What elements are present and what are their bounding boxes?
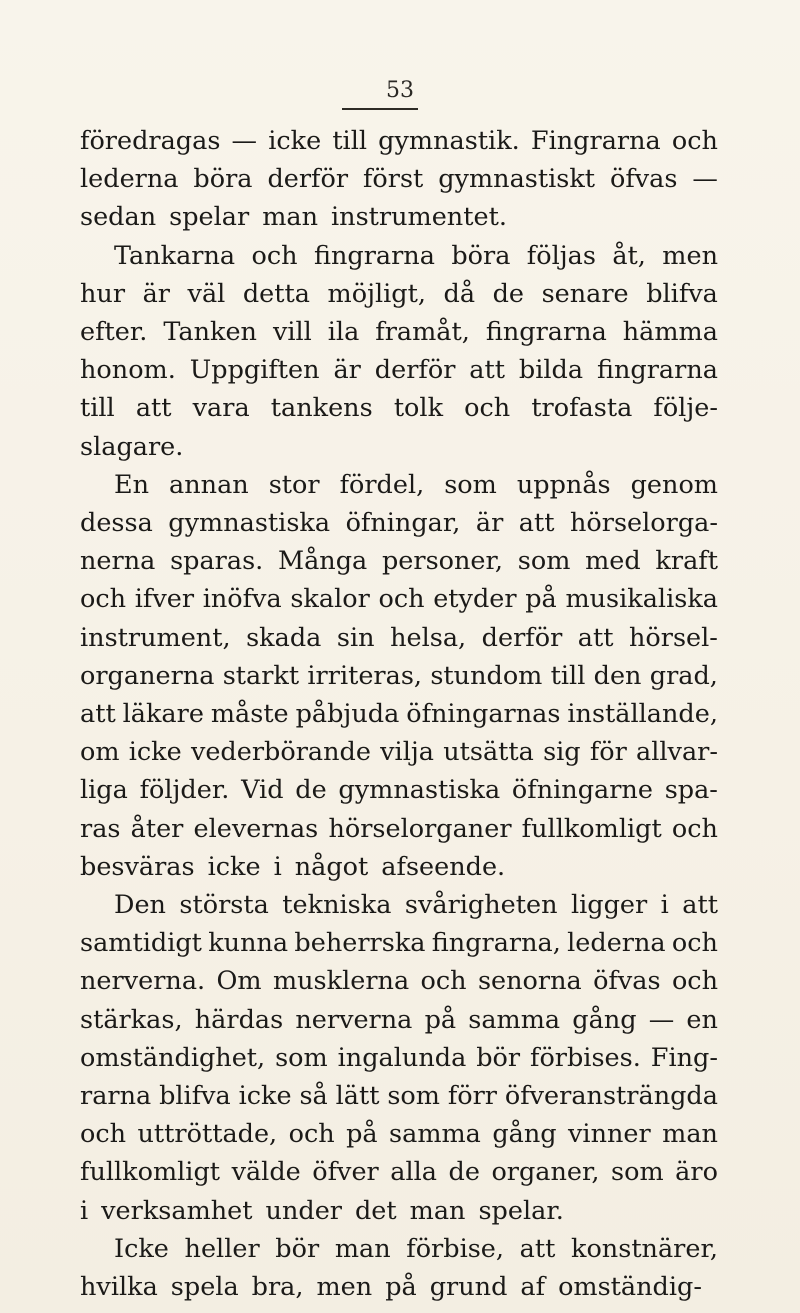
text-line	[80, 126, 718, 156]
word: i	[80, 1195, 89, 1226]
word: att	[519, 1233, 556, 1264]
word: följas	[526, 240, 596, 271]
word: nerna	[80, 546, 156, 577]
word: man	[334, 1233, 391, 1264]
text-line	[80, 202, 520, 232]
word: förbises.	[530, 1042, 641, 1073]
word: de	[295, 775, 327, 806]
word: man	[262, 202, 319, 233]
word: beherrska	[294, 928, 426, 959]
word: instrument,	[80, 622, 231, 653]
word: att	[682, 890, 718, 920]
word: dessa	[80, 508, 153, 538]
word: böra	[193, 164, 253, 195]
word: möjligt,	[327, 278, 426, 309]
word: till	[332, 126, 368, 156]
word: gymnastik.	[378, 126, 520, 156]
word: Icke	[114, 1233, 169, 1264]
word: som	[444, 469, 497, 500]
text-line	[80, 1196, 577, 1226]
word: blifva	[646, 278, 718, 309]
word: tekniska	[282, 890, 392, 920]
word: måste	[210, 699, 289, 729]
word: sedan	[80, 202, 157, 233]
word: att	[80, 699, 116, 729]
word: men	[316, 1272, 373, 1302]
word: då	[443, 278, 476, 309]
word: fingrarna	[596, 355, 718, 386]
word: spa-	[664, 775, 718, 806]
word: bilda	[518, 355, 584, 386]
word: musklerna	[272, 966, 410, 997]
word: äro	[675, 1157, 718, 1188]
word: som	[517, 546, 571, 577]
word: fingrarna,	[431, 928, 561, 959]
word: men	[662, 240, 718, 271]
word: personer,	[381, 546, 504, 577]
word: på	[525, 584, 557, 615]
word: afseende.	[381, 851, 506, 882]
word: vill	[272, 317, 312, 347]
word: förr	[447, 1081, 497, 1111]
word: öfveransträngda	[504, 1081, 718, 1111]
word: härdas	[194, 1004, 284, 1035]
word: som	[611, 1157, 664, 1188]
text-line	[80, 1272, 715, 1302]
word: vederbörande	[190, 737, 371, 768]
word: för	[589, 737, 627, 768]
text-line	[80, 355, 718, 385]
word: vinner	[568, 1119, 651, 1150]
word: att	[469, 355, 505, 386]
text-line	[80, 508, 718, 538]
word: svårigheten	[404, 890, 558, 920]
word: gymnastiskt	[438, 164, 596, 195]
word: alla	[390, 1157, 437, 1188]
text-line	[80, 1043, 718, 1073]
text-line	[80, 852, 518, 882]
word: de	[448, 1157, 480, 1188]
word: gång	[572, 1004, 637, 1035]
word: skalor	[290, 584, 370, 615]
word: och	[671, 813, 718, 844]
word: påbjuda	[295, 699, 400, 729]
word: till	[80, 393, 115, 424]
word: förbise,	[406, 1233, 505, 1264]
word: stundom	[430, 660, 543, 691]
text-line	[80, 928, 718, 958]
text-line	[80, 432, 196, 462]
text-line	[114, 470, 718, 500]
text-line	[80, 164, 718, 194]
word: man	[409, 1195, 466, 1226]
word: besväras	[80, 851, 195, 882]
word: verksamhet	[101, 1195, 253, 1226]
word: ingalunda	[337, 1042, 467, 1073]
word: gymnastiska	[338, 775, 501, 806]
word: är	[333, 355, 361, 386]
word: stärkas,	[80, 1004, 183, 1035]
word: hur	[80, 278, 126, 309]
word: och	[378, 584, 425, 615]
text-line	[80, 1119, 718, 1149]
word: på	[385, 1272, 417, 1302]
word: Vid	[241, 775, 284, 806]
word: helsa,	[390, 622, 467, 653]
text-line	[80, 623, 718, 653]
word: och	[251, 240, 298, 271]
text-line	[80, 317, 718, 347]
word: blifva	[159, 1081, 231, 1111]
word: med	[585, 546, 641, 577]
word: att	[577, 622, 614, 653]
word: man	[662, 1119, 718, 1150]
text-line	[80, 661, 718, 691]
word: bör	[275, 1233, 320, 1264]
word: de	[492, 278, 525, 309]
word: instrumentet.	[331, 202, 507, 233]
word: sig	[543, 737, 581, 768]
word: hvilka	[80, 1272, 158, 1302]
word: organer,	[491, 1157, 600, 1188]
word: något	[294, 851, 369, 882]
word: elevernas	[193, 813, 319, 844]
word: allvar-	[636, 737, 718, 768]
word: läkare	[122, 699, 204, 729]
word: och	[671, 966, 718, 997]
text-line	[80, 775, 718, 805]
text-line	[80, 814, 718, 844]
word: Fing-	[650, 1042, 718, 1073]
word: tankens	[270, 393, 373, 424]
word: af	[520, 1272, 546, 1302]
word: skada	[246, 622, 322, 653]
word: icke	[207, 851, 261, 882]
word: bra,	[251, 1272, 304, 1302]
word: och	[80, 584, 127, 615]
text-line	[80, 1081, 718, 1111]
word: hörsel-	[629, 622, 718, 653]
word: ras	[80, 813, 121, 844]
word: det	[354, 1195, 397, 1226]
word: framåt,	[375, 317, 470, 347]
word: öfningar,	[345, 508, 461, 538]
word: och	[671, 126, 718, 156]
word: spelar	[169, 202, 250, 233]
word: grund	[429, 1272, 508, 1302]
word: Den	[114, 890, 166, 920]
word: icke	[268, 126, 322, 156]
word: om	[80, 737, 120, 768]
word: heller	[184, 1233, 260, 1264]
text-line	[114, 1234, 718, 1264]
word: kunna	[208, 928, 289, 959]
word: uppnås	[516, 469, 611, 500]
word: etyder	[433, 584, 517, 615]
word: —	[692, 164, 718, 195]
word: vilja	[380, 737, 434, 768]
word: inställande,	[567, 699, 718, 729]
word: öfningarnas	[406, 699, 561, 729]
word: fingrarna	[485, 317, 607, 347]
word: ifver	[134, 584, 195, 615]
word: rarna	[80, 1081, 152, 1111]
word: hörselorga-	[569, 508, 718, 538]
word: största	[179, 890, 269, 920]
word: hörselorganer	[328, 813, 512, 844]
word: åter	[130, 813, 184, 844]
text-line	[80, 546, 718, 576]
page-number: 53	[386, 78, 414, 103]
word: utsätta	[443, 737, 534, 768]
word: honom.	[80, 355, 176, 386]
word: omständig-	[558, 1272, 702, 1302]
word: som	[387, 1081, 440, 1111]
word: inöfva	[202, 584, 282, 615]
word: följder.	[139, 775, 230, 806]
word: att	[135, 393, 172, 424]
word: åt,	[612, 240, 646, 271]
word: Tankarna	[114, 240, 236, 271]
text-line	[80, 279, 718, 309]
text-line	[80, 393, 718, 423]
word: kraft	[655, 546, 718, 577]
word: välde	[231, 1157, 301, 1188]
word: hämma	[622, 317, 718, 347]
word: irriteras,	[307, 660, 423, 691]
word: öfvas	[593, 966, 661, 997]
word: öfver	[312, 1157, 379, 1188]
word: omständighet,	[80, 1042, 266, 1073]
word: slagare.	[80, 431, 184, 462]
word: icke	[128, 737, 182, 768]
word: böra	[451, 240, 511, 271]
word: är	[475, 508, 504, 538]
text-line	[80, 1157, 718, 1187]
word: en	[686, 1004, 718, 1035]
word: i	[273, 851, 282, 882]
word: till	[550, 660, 586, 691]
word: på	[346, 1119, 378, 1150]
word: under	[265, 1195, 342, 1226]
word: fullkomligt	[80, 1157, 221, 1188]
word: spelar.	[478, 1195, 564, 1226]
word: och	[464, 393, 511, 424]
word: detta	[242, 278, 310, 309]
word: sin	[336, 622, 375, 653]
text-line	[114, 890, 718, 920]
word: den	[593, 660, 642, 691]
word: och	[420, 966, 467, 997]
word: derför	[481, 622, 563, 653]
text-line	[80, 699, 718, 729]
word: uttröttade,	[137, 1119, 278, 1150]
word: på	[424, 1004, 457, 1035]
word: som	[275, 1042, 328, 1073]
word: En	[114, 469, 150, 500]
word: tolk	[393, 393, 444, 424]
word: följe-	[653, 393, 718, 424]
word: samma	[389, 1119, 481, 1150]
word: fullkomligt	[521, 813, 662, 844]
word: nerverna	[295, 1004, 413, 1035]
word: annan	[169, 469, 249, 500]
word: grad,	[649, 660, 718, 691]
word: icke	[238, 1081, 292, 1111]
text-line	[80, 1005, 718, 1035]
word: spela	[170, 1272, 239, 1302]
word: fördel,	[339, 469, 425, 500]
word: nerverna.	[80, 966, 206, 997]
word: Om	[216, 966, 262, 997]
word: öfvas	[609, 164, 678, 195]
word: derför	[267, 164, 349, 195]
word: och	[80, 1119, 127, 1150]
word: konstnärer,	[571, 1233, 718, 1264]
text-line	[80, 737, 718, 767]
text-line	[114, 241, 718, 271]
word: —	[648, 1004, 675, 1035]
word: Fingrarna	[530, 126, 661, 156]
word: gång	[492, 1119, 557, 1150]
word: fingrarna	[313, 240, 435, 271]
word: trofasta	[531, 393, 633, 424]
word: Uppgiften	[189, 355, 320, 386]
word: vara	[192, 393, 250, 424]
word: genom	[630, 469, 718, 500]
word: organerna	[80, 660, 215, 691]
word: sparas.	[170, 546, 264, 577]
word: öfningarne	[511, 775, 653, 806]
word: i	[660, 890, 669, 920]
word: lederna	[80, 164, 179, 195]
word: senorna	[477, 966, 582, 997]
word: liga	[80, 775, 128, 806]
word: och	[288, 1119, 335, 1150]
word: gymnastiska	[168, 508, 331, 538]
word: Många	[277, 546, 368, 577]
word: senare	[541, 278, 629, 309]
word: väl	[187, 278, 226, 309]
word: derför	[374, 355, 456, 386]
text-line	[80, 966, 718, 996]
word: efter.	[80, 317, 148, 347]
word: samtidigt	[80, 928, 202, 959]
word: först	[362, 164, 424, 195]
text-line	[80, 584, 718, 614]
word: så	[299, 1081, 328, 1111]
word: att	[518, 508, 555, 538]
word: samma	[468, 1004, 561, 1035]
word: lederna	[567, 928, 666, 959]
word: lätt	[335, 1081, 380, 1111]
word: stor	[268, 469, 320, 500]
word: —	[231, 126, 258, 156]
word: är	[142, 278, 170, 309]
word: bör	[476, 1042, 521, 1073]
word: starkt	[222, 660, 300, 691]
word: musikaliska	[565, 584, 718, 615]
word: föredragas	[80, 126, 221, 156]
word: ligger	[570, 890, 648, 920]
word: Tanken	[163, 317, 257, 347]
word: och	[671, 928, 718, 959]
word: ila	[327, 317, 360, 347]
